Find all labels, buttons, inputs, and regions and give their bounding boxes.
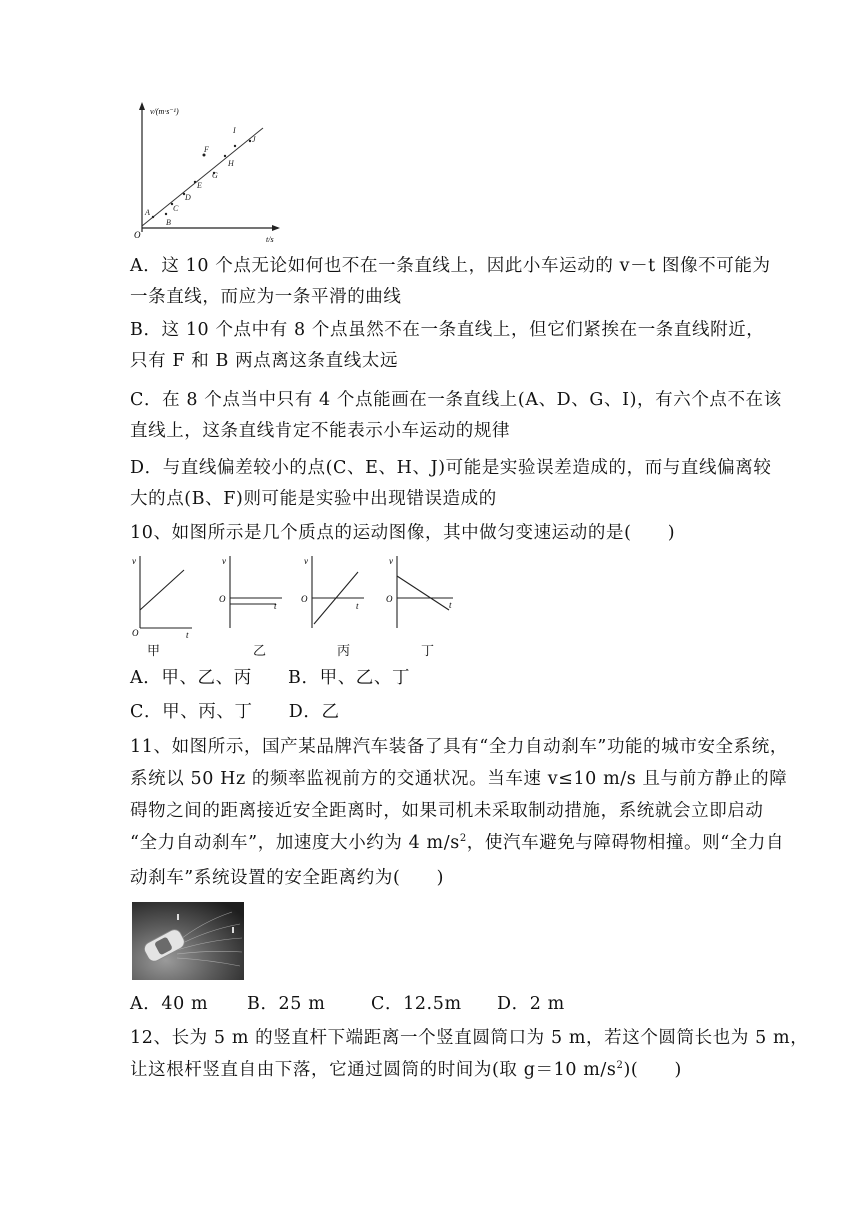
graph-bing — [300, 552, 370, 642]
vt-scatter-figure — [128, 100, 288, 245]
origin-label: O — [134, 230, 141, 240]
q9-option-b-line1: B．这 10 个点中有 8 个点虽然不在一条直线上，但它们紧挨在一条直线附近， — [130, 320, 765, 340]
q10-options-row1: A．甲、乙、丙 B．甲、乙、丁 — [130, 668, 411, 688]
point-label: J — [252, 135, 256, 144]
origin-label: O — [386, 594, 393, 604]
q9-option-c-line1: C．在 8 个点当中只有 4 个点能画在一条直线上(A、D、G、I)，有六个点不在该 — [130, 390, 782, 410]
origin-label: O — [301, 594, 308, 604]
point-label: B — [166, 218, 171, 227]
q9-option-a-line2: 一条直线，而应为一条平滑的曲线 — [130, 287, 402, 307]
axis-v-label: v — [389, 556, 393, 566]
axis-v-label: v — [304, 556, 308, 566]
q9-option-d-line1: D．与直线偏差较小的点(C、E、H、J)可能是实验误差造成的，而与直线偏离较 — [130, 458, 772, 478]
point-label: G — [212, 171, 218, 180]
point-label: H — [228, 159, 234, 168]
q11-option-a: A．40 m — [130, 994, 209, 1014]
y-axis-arrow — [139, 102, 145, 110]
point-label: E — [197, 181, 202, 190]
point-label: I — [233, 126, 236, 135]
q11-line1: 11、如图所示，国产某品牌汽车装备了具有“全力自动刹车”功能的城市安全系统， — [130, 737, 788, 757]
caption-bing: 丙 — [337, 644, 351, 659]
q11-option-d: D．2 m — [497, 994, 565, 1014]
caption-yi: 乙 — [253, 644, 267, 659]
q11-option-b: B．25 m — [247, 994, 326, 1014]
graph-ding — [385, 552, 460, 642]
q9-option-b-line2: 只有 F 和 B 两点离这条直线太远 — [130, 351, 399, 371]
x-axis-label: t/s — [266, 235, 274, 244]
axis-v-label: v — [132, 556, 136, 566]
axis-t-label: t — [449, 600, 452, 610]
axis-t-label: t — [356, 601, 359, 611]
q11-line5: 动刹车”系统设置的安全距离约为( ) — [130, 868, 444, 888]
point-label: F — [204, 145, 209, 154]
graph-yi — [218, 552, 288, 642]
point-label: C — [173, 204, 179, 213]
q10-stem: 10、如图所示是几个质点的运动图像，其中做匀变速运动的是( ) — [130, 523, 676, 543]
q9-option-d-line2: 大的点(B、F)则可能是实验中出现错误造成的 — [130, 489, 497, 509]
q12-line2: 让这根杆竖直自由下落，它通过圆筒的时间为(取 g＝10 $m/s^2$)( ) — [130, 1060, 682, 1080]
axis-v-label: v — [222, 556, 226, 566]
point-label: D — [185, 193, 191, 202]
y-axis-label: v/(m·s⁻¹) — [150, 107, 179, 116]
q9-option-a-line1: A．这 10 个点无论如何也不在一条直线上，因此小车运动的 v－t 图像不可能为 — [130, 256, 771, 276]
car-radar-photo — [132, 902, 244, 980]
q10-options-row2: C．甲、丙、丁 D．乙 — [130, 702, 340, 722]
origin-label: O — [219, 594, 226, 604]
axis-t-label: t — [186, 630, 189, 640]
caption-jia: 甲 — [147, 644, 161, 659]
fit-line — [142, 128, 263, 226]
x-axis-arrow — [272, 225, 280, 231]
axis-t-label: t — [274, 601, 277, 611]
origin-label: O — [132, 628, 139, 638]
q11-line3: 碍物之间的距离接近安全距离时，如果司机未采取制动措施，系统就会立即启动 — [130, 801, 764, 821]
point-label: A — [145, 208, 150, 217]
q11-line4: “全力自动刹车”，加速度大小约为 4 $m/s^2$，使汽车避免与障碍物相撞。则“全力自 — [130, 833, 785, 853]
q12-line1: 12、长为 5 m 的竖直杆下端距离一个竖直圆筒口为 5 m，若这个圆筒长也为 5 m， — [130, 1028, 809, 1048]
caption-ding: 丁 — [421, 644, 435, 659]
q9-option-c-line2: 直线上，这条直线肯定不能表示小车运动的规律 — [130, 421, 511, 441]
q11-line2: 系统以 50 Hz 的频率监视前方的交通状况。当车速 v≤10 m/s 且与前方静止的障 — [130, 769, 788, 789]
graph-jia — [128, 552, 198, 642]
q11-option-c: C．12.5m — [371, 994, 462, 1014]
